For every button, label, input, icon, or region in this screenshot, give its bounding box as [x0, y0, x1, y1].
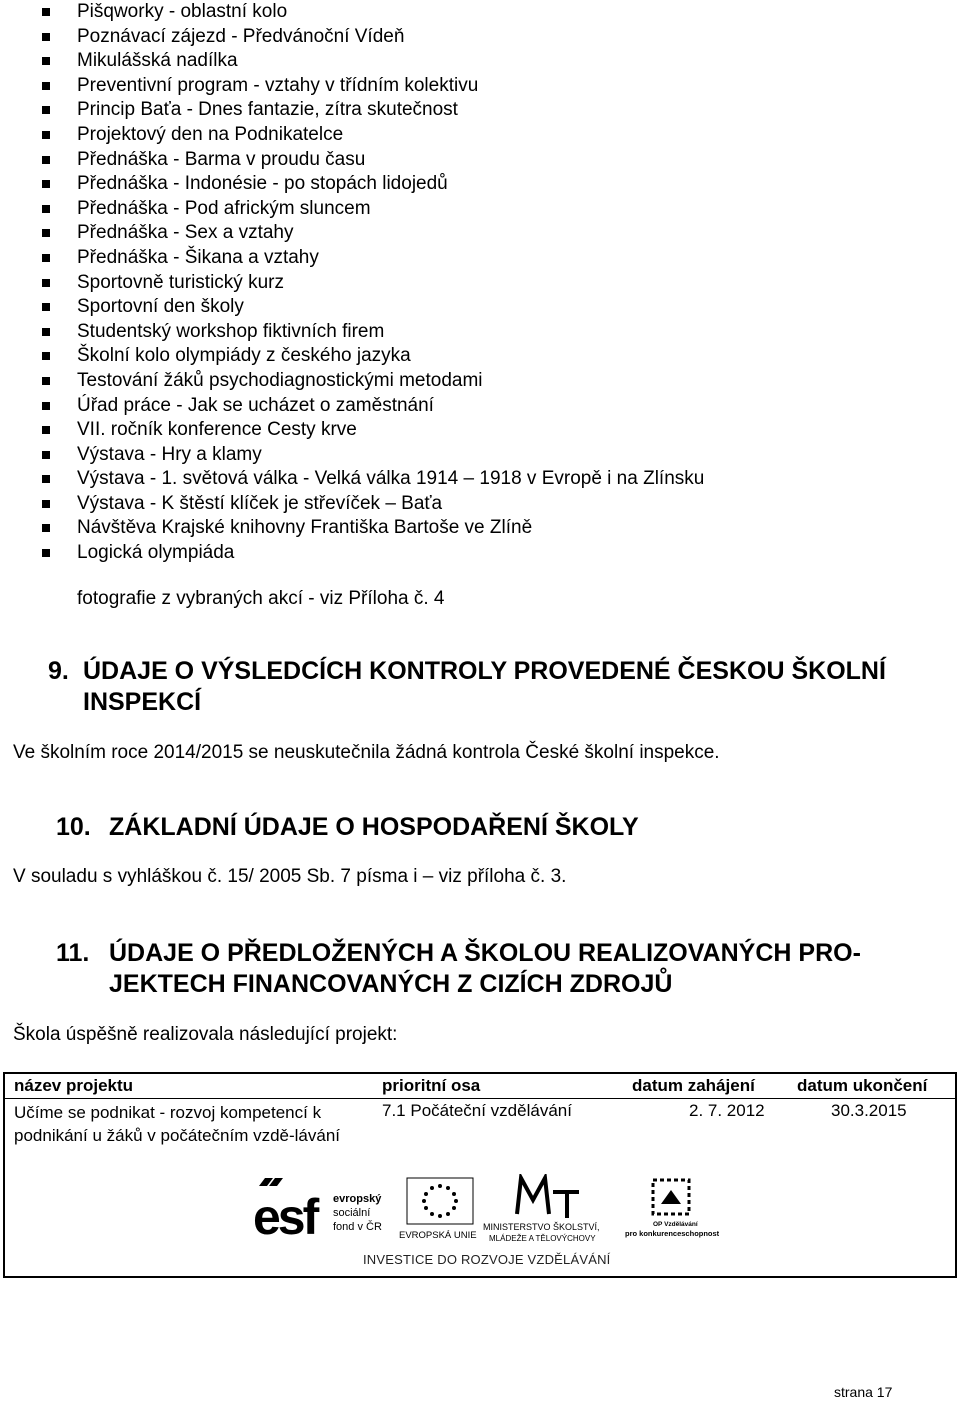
section-heading-10: [56, 812, 756, 844]
svg-text:fond v ČR: fond v ČR: [333, 1221, 382, 1233]
bullet-square-icon: [42, 549, 50, 557]
table-row: [5, 1099, 955, 1171]
list-item: Sportovně turistický kurz: [0, 271, 960, 296]
bullet-square-icon: [42, 33, 50, 41]
activities-list: [0, 0, 960, 566]
list-item: Přednáška - Indonésie - po stopách lidojedů: [0, 172, 960, 197]
svg-text:sociální: sociální: [333, 1207, 371, 1219]
svg-text:MLÁDEŽE A TĚLOVÝCHOVY: MLÁDEŽE A TĚLOVÝCHOVY: [489, 1234, 596, 1243]
section-heading-11: [56, 938, 956, 1002]
bullet-square-icon: [42, 279, 50, 287]
cell-priority-axis: 7.1 Počáteční vzdělávání: [382, 1101, 572, 1120]
list-item: Přednáška - Šikana a vztahy: [0, 246, 960, 271]
list-item: Projektový den na Podnikatelce: [0, 123, 960, 148]
bullet-square-icon: [42, 131, 50, 139]
list-item: Testování žáků psychodiagnostickými metodami: [0, 369, 960, 394]
list-item: Přednáška - Pod africkým sluncem: [0, 197, 960, 222]
list-item: Preventivní program - vztahy v třídním kolektivu: [0, 74, 960, 99]
list-item: Přednáška - Barma v proudu času: [0, 148, 960, 173]
bullet-square-icon: [42, 402, 50, 410]
bullet-square-icon: [42, 82, 50, 90]
section-title: ÚDAJE O PŘEDLOŽENÝCH A ŠKOLOU REALIZOVANÝCH PRO-JEKTECH FINANCOVANÝCH Z CIZÍCH ZDROJŮ: [109, 939, 861, 998]
bullet-square-icon: [42, 205, 50, 213]
list-item: Pišqworky - oblastní kolo: [0, 0, 960, 25]
bullet-square-icon: [42, 57, 50, 65]
list-item: Studentský workshop fiktivních firem: [0, 320, 960, 345]
investice-slogan: INVESTICE DO ROZVOJE VZDĚLÁVÁNÍ: [363, 1252, 611, 1267]
bullet-square-icon: [42, 254, 50, 262]
esf-main-text: esf: [253, 1189, 317, 1242]
header-project-name: název projektu: [14, 1076, 134, 1095]
table-header-row: [5, 1074, 955, 1099]
bullet-square-icon: [42, 156, 50, 164]
svg-text:MINISTERSTVO ŠKOLSTVÍ,: MINISTERSTVO ŠKOLSTVÍ,: [483, 1222, 600, 1232]
bullet-square-icon: [42, 180, 50, 188]
funding-logos: [5, 1170, 955, 1276]
list-item: Přednáška - Sex a vztahy: [0, 221, 960, 246]
cell-project-name: Učíme se podnikat - rozvoj kompetencí k podnikání u žáků v počátečním vzdě-lávání: [14, 1103, 341, 1145]
bullet-square-icon: [42, 106, 50, 114]
section-title: ZÁKLADNÍ ÚDAJE O HOSPODAŘENÍ ŠKOLY: [109, 813, 639, 841]
list-item: Mikulášská nadílka: [0, 49, 960, 74]
project-table: [3, 1072, 957, 1278]
cell-start-date: 2. 7. 2012: [689, 1101, 765, 1120]
bullet-square-icon: [42, 8, 50, 16]
bullet-square-icon: [42, 475, 50, 483]
list-item: Sportovní den školy: [0, 295, 960, 320]
header-start-date: datum zahájení: [632, 1076, 755, 1095]
list-item: Úřad práce - Jak se ucházet o zaměstnání: [0, 394, 960, 419]
svg-text:OP Vzdělávání: OP Vzdělávání: [653, 1221, 698, 1228]
list-item: Výstava - K štěstí klíček je střevíček – Baťa: [0, 492, 960, 517]
list-item: Poznávací zájezd - Předvánoční Vídeň: [0, 25, 960, 50]
bullet-square-icon: [42, 426, 50, 434]
list-item: Logická olympiáda: [0, 541, 960, 566]
list-item: Princip Baťa - Dnes fantazie, zítra skutečnost: [0, 98, 960, 123]
section-text-10: V souladu s vyhláškou č. 15/ 2005 Sb. 7 písma i – viz příloha č. 3.: [13, 866, 567, 887]
cell-end-date: 30.3.2015: [831, 1101, 907, 1120]
op-vzdelavani-logo-icon: [623, 1174, 719, 1242]
section-heading-9: [48, 656, 953, 720]
bullet-square-icon: [42, 524, 50, 532]
svg-text:evropský: evropský: [333, 1193, 382, 1205]
svg-text:pro konkurenceschopnost: pro konkurenceschopnost: [625, 1229, 719, 1238]
list-item: VII. ročník konference Cesty krve: [0, 418, 960, 443]
list-item: Školní kolo olympiády z českého jazyka: [0, 344, 960, 369]
eu-flag-icon: [397, 1176, 483, 1242]
list-item: Výstava - Hry a klamy: [0, 443, 960, 468]
bullet-square-icon: [42, 352, 50, 360]
bullet-square-icon: [42, 451, 50, 459]
page-number: strana 17: [834, 1384, 893, 1400]
eu-text: EVROPSKÁ UNIE: [399, 1230, 477, 1241]
bullet-square-icon: [42, 377, 50, 385]
bullet-square-icon: [42, 303, 50, 311]
section-number: 9.: [48, 657, 69, 685]
section-text-11: Škola úspěšně realizovala následující projekt:: [13, 1024, 398, 1045]
list-item: Výstava - 1. světová válka - Velká válka 1914 – 1918 v Evropě i na Zlínsku: [0, 467, 960, 492]
photo-note: fotografie z vybraných akcí - viz Příloha č. 4: [77, 588, 445, 609]
bullet-square-icon: [42, 229, 50, 237]
section-number: 10.: [56, 813, 91, 841]
list-item: Návštěva Krajské knihovny Františka Bartoše ve Zlíně: [0, 516, 960, 541]
esf-logo-icon: [251, 1176, 393, 1242]
header-end-date: datum ukončení: [797, 1076, 928, 1095]
header-priority-axis: prioritní osa: [382, 1076, 481, 1095]
msmt-logo-icon: [481, 1174, 621, 1244]
section-number: 11.: [56, 939, 90, 967]
bullet-square-icon: [42, 500, 50, 508]
bullet-square-icon: [42, 328, 50, 336]
section-text-9: Ve školním roce 2014/2015 se neuskutečnila žádná kontrola České školní inspekce.: [13, 742, 720, 763]
section-title: ÚDAJE O VÝSLEDCÍCH KONTROLY PROVEDENÉ ČESKOU ŠKOLNÍ INSPEKCÍ: [83, 657, 886, 716]
